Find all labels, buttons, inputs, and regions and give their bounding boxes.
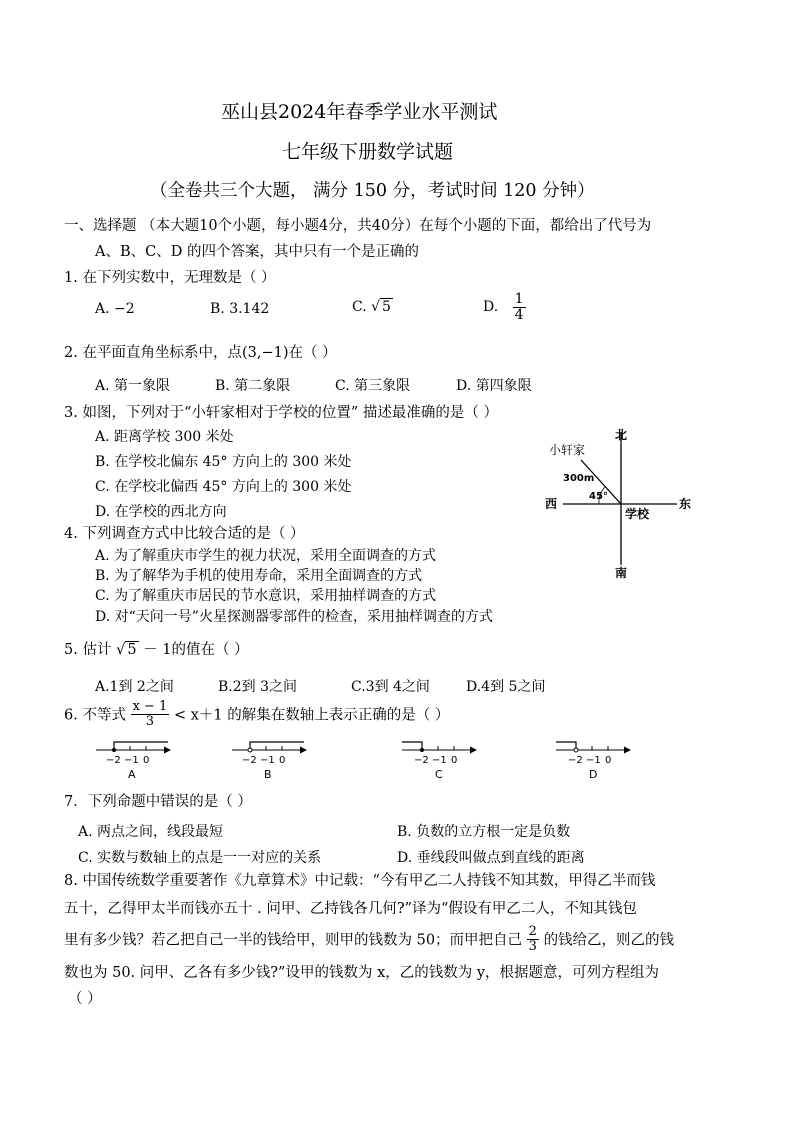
tick-label: −2: [242, 755, 257, 766]
q6-stem-pre: 6. 不等式: [64, 707, 126, 724]
q7-option-b: B. 负数的立方根一定是负数: [397, 824, 571, 840]
north-label: 北: [615, 428, 628, 442]
exam-note: （全卷共三个大题， 满分 150 分，考试时间 120 分钟）: [150, 181, 595, 201]
q4-stem: 4. 下列调查方式中比较合适的是（ ）: [64, 526, 305, 542]
numberline-label: A: [128, 768, 136, 781]
tick-label: −2: [106, 755, 121, 766]
section1-instruction: A、B、C、D 的四个答案，其中只有一个是正确的: [95, 244, 419, 260]
q4-option-b: B. 为了解华为手机的使用寿命，采用全面调查的方式: [95, 568, 423, 584]
q5-stem: [64, 638, 249, 659]
q2-option-a: A. 第一象限: [95, 378, 171, 394]
q8-fraction: [527, 925, 539, 953]
q2-stem-pre: 2. 在平面直角坐标系中，点: [64, 345, 242, 361]
west-label: 西: [545, 497, 558, 511]
exam-subtitle: 七年级下册数学试题: [282, 141, 454, 163]
q5-option-c: C.3到 4之间: [351, 679, 430, 695]
q1-option-a: A. −2: [95, 301, 135, 317]
q6-stem-post: < x＋1 的解集在数轴上表示正确的是（ ）: [173, 707, 450, 724]
tick-label: −1: [260, 755, 275, 766]
numberline-b: [232, 742, 306, 781]
q2-option-d: D. 第四象限: [456, 378, 532, 394]
q1-option-c-radicand: 5: [382, 299, 391, 315]
q1-option-d-fraction: [513, 292, 526, 322]
numberline-a: [96, 742, 170, 781]
q3-stem: 3. 如图，下列对于“小轩家相对于学校的位置” 描述最准确的是（ ）: [64, 405, 498, 421]
numberline-c: [402, 742, 476, 781]
q3-option-a: A. 距离学校 300 米处: [95, 429, 234, 445]
fraction-numerator: x − 1: [132, 699, 168, 714]
q1-option-c: [352, 299, 393, 315]
tick-label: −2: [414, 755, 429, 766]
q6-number-lines: [90, 736, 650, 786]
q1-option-d: [483, 292, 526, 322]
q2-option-b: B. 第二象限: [215, 378, 291, 394]
east-label: 东: [679, 497, 692, 511]
q8-line1: 8. 中国传统数学重要著作《九章算术》中记载：“今有甲乙二人持钱不知其数，甲得乙半而钱: [64, 873, 656, 889]
q5-option-b: B.2到 3之间: [218, 679, 298, 695]
q8-line3: [64, 925, 674, 953]
numberline-d: [556, 742, 630, 781]
fraction-denominator: 3: [145, 713, 155, 729]
q5-option-a: A.1到 2之间: [95, 679, 174, 695]
tick-label: 0: [605, 755, 612, 766]
numberline-label: C: [435, 768, 443, 781]
section1-heading: 一、选择题 （本大题10个小题，每小题4分，共40分）在每个小题的下面，都给出了代号为: [64, 218, 652, 234]
tick-label: 0: [279, 755, 286, 766]
q4-option-a: A. 为了解重庆市学生的视力状况，采用全面调查的方式: [95, 548, 437, 564]
q8-line2: 五十，乙得甲太半而钱亦五十 . 问甲、乙持钱各几何?”译为“假设有甲乙二人，不知其钱包: [64, 901, 637, 917]
q3-option-c: C. 在学校北偏西 45° 方向上的 300 米处: [95, 479, 352, 495]
angle-label: 45°: [589, 491, 608, 502]
q4-option-c: C. 为了解重庆市居民的节水意识，采用抽样调查的方式: [95, 588, 437, 604]
school-label: 学校: [625, 507, 650, 521]
tick-label: 0: [451, 755, 458, 766]
q1-stem: 1. 在下列实数中，无理数是（ ）: [64, 270, 276, 286]
tick-label: −1: [586, 755, 601, 766]
fraction-denominator: 4: [514, 306, 524, 323]
q2-stem-post: 在（ ）: [288, 345, 337, 361]
tick-label: 0: [143, 755, 150, 766]
q1-option-d-label: D.: [483, 299, 499, 316]
fraction-numerator: 2: [528, 924, 537, 939]
q7-option-c: C. 实数与数轴上的点是一一对应的关系: [78, 850, 322, 866]
numberline-label: D: [589, 768, 598, 781]
fraction-numerator: 1: [514, 291, 524, 307]
numberline-label: B: [264, 768, 272, 781]
q6-fraction: [131, 700, 170, 728]
home-label: 小轩家: [549, 443, 586, 457]
south-label: 南: [615, 566, 628, 580]
tick-label: −1: [124, 755, 139, 766]
fraction-denominator: 3: [528, 938, 537, 954]
q6-stem: [64, 700, 449, 728]
q5-stem-post: － 1的值在（ ）: [143, 642, 249, 658]
distance-label: 300m: [563, 473, 595, 484]
q3-option-b: B. 在学校北偏东 45° 方向上的 300 米处: [95, 454, 352, 470]
q8-line3-post: 的钱给乙，则乙的钱: [543, 932, 675, 949]
q8-answer-blank: （ ）: [68, 991, 102, 1007]
q5-option-d: D.4到 5之间: [466, 679, 546, 695]
q1-option-b: B. 3.142: [210, 301, 270, 317]
q2-point: (3,−1): [241, 345, 289, 361]
q1-option-c-label: C.: [352, 299, 367, 315]
q5-radicand: 5: [127, 642, 137, 658]
q2-stem: [64, 341, 337, 362]
q4-option-d: D. 对“天问一号”火星探测器零部件的检查，采用抽样调查的方式: [95, 609, 493, 625]
sqrt-symbol: √ 5: [371, 299, 391, 315]
q3-option-d: D. 在学校的西北方向: [95, 504, 227, 520]
q8-line4: 数也为 50. 问甲、乙各有多少钱?”设甲的钱数为 x，乙的钱数为 y，根据题意，可列方程组为: [64, 965, 660, 981]
sqrt-symbol: √ 5: [116, 642, 137, 658]
tick-label: −1: [432, 755, 447, 766]
exam-title: 巫山县2024年春季学业水平测试: [221, 101, 498, 123]
q5-stem-pre: 5. 估计: [64, 642, 112, 658]
compass-diagram: [535, 420, 705, 585]
q7-stem: 7．下列命题中错误的是（ ）: [64, 794, 252, 810]
q2-option-c: C. 第三象限: [335, 378, 411, 394]
q7-option-a: A. 两点之间，线段最短: [78, 824, 224, 840]
q8-line3-pre: 里有多少钱？若乙把自己一半的钱给甲，则甲的钱数为 50；而甲把自己: [64, 932, 523, 949]
tick-label: −2: [568, 755, 583, 766]
q7-option-d: D. 垂线段叫做点到直线的距离: [397, 850, 585, 866]
